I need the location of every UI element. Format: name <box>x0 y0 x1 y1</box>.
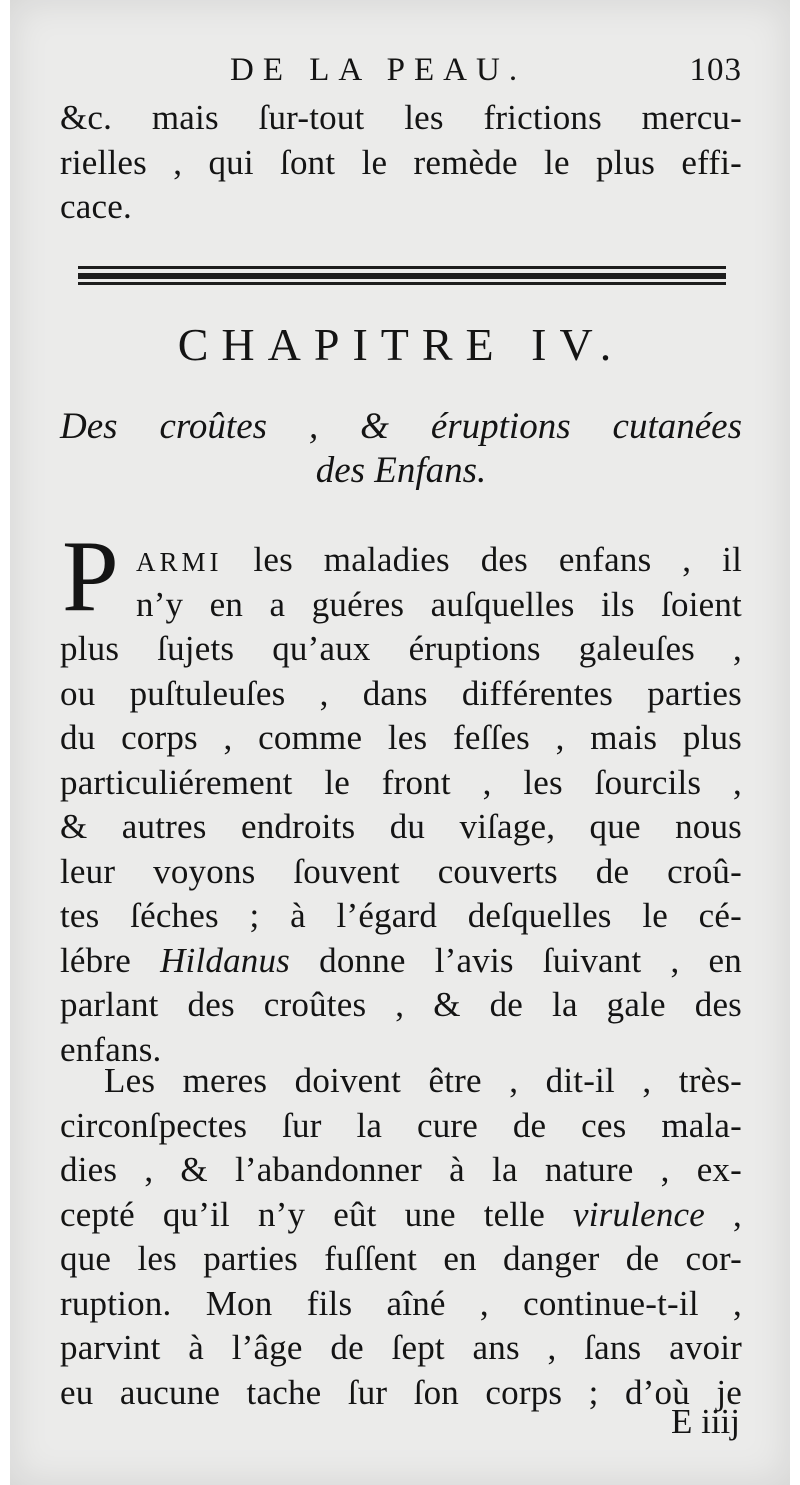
text-line: du corps , comme les feſſes , mais plus <box>60 718 742 757</box>
chapter-heading: CHAPITRE IV. <box>177 319 625 370</box>
middle-rule <box>78 273 726 279</box>
text-line: leur voyons ſouvent couverts de croû- <box>60 851 742 891</box>
text-line: eu aucune tache ſur ſon corps ; d’où je <box>60 1372 742 1412</box>
text-line <box>136 538 742 585</box>
running-head <box>230 52 742 96</box>
italic-word: virulence <box>573 1194 706 1234</box>
text-line: n’y en a guéres auſquelles ils ſoient <box>136 584 742 624</box>
text-line: ou puſtuleuſes , dans différentes parties <box>60 673 742 713</box>
text-line: rielles , qui ſont le remède le plus effi- <box>60 142 742 182</box>
signature-mark: E iiij <box>670 1402 740 1441</box>
text-fragment: cepté qu’il n’y eût une telle <box>60 1194 574 1234</box>
text-fragment: les maladies des enfans , il <box>222 540 742 579</box>
text-line: parlant des croûtes , & de la gale des <box>60 985 742 1024</box>
text-line: particuliérement le front , les ſourcils , <box>60 762 742 802</box>
text-line: &c. mais ſur-tout les frictions mercu- <box>60 98 742 137</box>
page-number: 103 <box>689 52 742 88</box>
text-fragment: donne l’avis ſuivant , en <box>290 940 742 980</box>
top-rule <box>78 266 726 269</box>
text-line <box>60 939 742 984</box>
text-line: Les meres doivent être , dit-il , très- <box>104 1061 742 1100</box>
subtitle-line-1: Des croûtes , & éruptions cutanées <box>60 406 742 447</box>
text-line: enfans. <box>60 1029 162 1069</box>
subtitle-line-2: des Enfans. <box>315 450 487 491</box>
text-line: & autres endroits du viſage, que nous <box>60 807 742 846</box>
text-fragment: lébre <box>60 940 161 980</box>
bottom-rule <box>78 282 726 285</box>
text-line: circonſpectes ſur la cure de ces mala- <box>60 1105 742 1145</box>
text-line: que les parties fuſſent en danger de cor- <box>60 1239 742 1278</box>
text-line <box>60 1193 742 1238</box>
running-head-title: DE LA PEAU. <box>230 52 527 88</box>
text-fragment: , <box>705 1194 742 1234</box>
drop-cap: P <box>62 520 119 633</box>
chapter-subtitle <box>60 405 742 493</box>
text-line: cace. <box>60 187 132 226</box>
text-line: tes ſéches ; à l’égard deſquelles le cé- <box>60 896 742 935</box>
author-name: Hildanus <box>160 940 291 980</box>
text-line: dies , & l’abandonner à la nature , ex- <box>60 1150 742 1189</box>
text-line: parvint à l’âge de ſept ans , ſans avoir <box>60 1328 742 1367</box>
text-line: plus ſujets qu’aux éruptions galeuſes , <box>60 629 742 668</box>
small-caps-word: ARMI <box>136 547 223 577</box>
text-line: ruption. Mon fils aîné , continue-t-il , <box>60 1283 742 1323</box>
